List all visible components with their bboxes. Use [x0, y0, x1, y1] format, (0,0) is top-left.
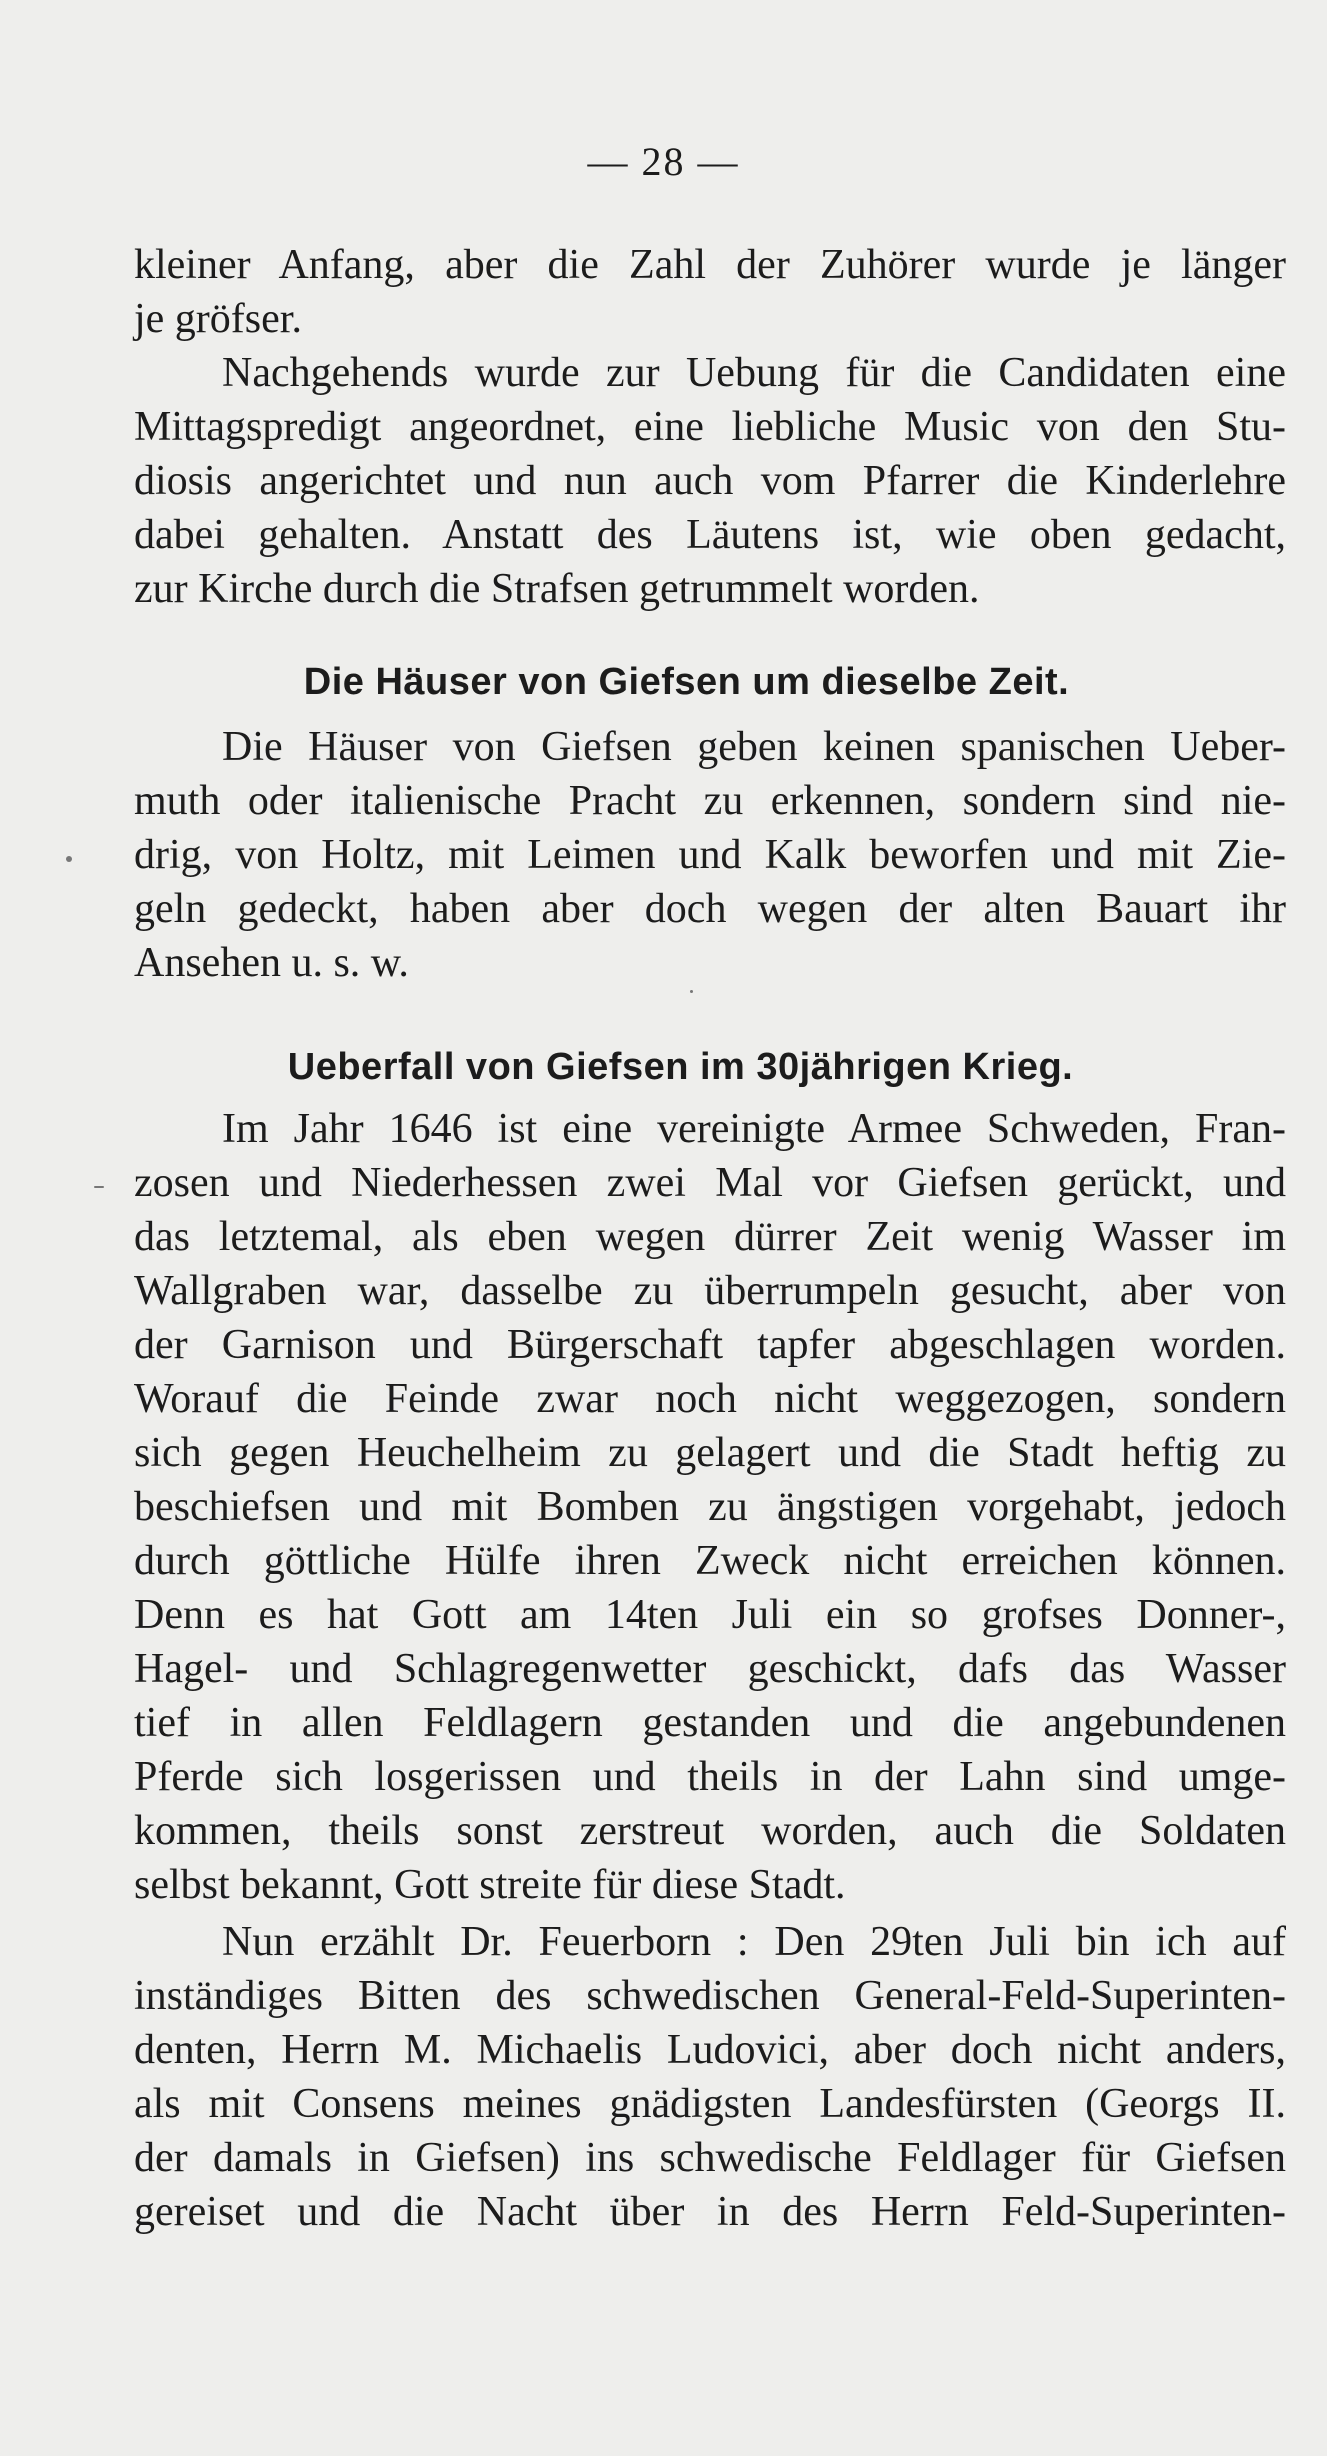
text-line: zur Kirche durch die Strafsen getrummelt worden. [134, 566, 980, 612]
text-line: dabei gehalten. Anstatt des Läutens ist, wie oben gedacht, [134, 512, 1286, 558]
text-line: der Garnison und Bürgerschaft tapfer abgeschlagen worden. [134, 1322, 1286, 1368]
text-line: beschiefsen und mit Bomben zu ängstigen vorgehabt, jedoch [134, 1484, 1286, 1530]
text-line: Pferde sich losgerissen und theils in der Lahn sind umge- [134, 1754, 1286, 1800]
text-line: je gröfser. [134, 296, 302, 342]
text-line: Die Häuser von Giefsen geben keinen spanischen Ueber- [222, 724, 1286, 770]
paragraph-3 [134, 1102, 1286, 1912]
section-heading: Die Häuser von Giefsen um dieselbe Zeit. [303, 661, 1070, 703]
paper-speck [690, 990, 693, 993]
text-line: Denn es hat Gott am 14ten Juli ein so grofses Donner-, [134, 1592, 1286, 1638]
text-line: Worauf die Feinde zwar noch nicht weggezogen, sondern [134, 1376, 1286, 1422]
text-line: drig, von Holtz, mit Leimen und Kalk beworfen und mit Zie- [134, 832, 1286, 878]
page-number: — 28 — [587, 139, 740, 184]
text-line: Mittagspredigt angeordnet, eine liebliche Music von den Stu- [134, 404, 1286, 450]
text-line: geln gedeckt, haben aber doch wegen der alten Bauart ihr [134, 886, 1286, 932]
text-line: Wallgraben war, dasselbe zu überrumpeln gesucht, aber von [134, 1268, 1286, 1314]
text-line: Hagel- und Schlagregenwetter geschickt, dafs das Wasser [134, 1646, 1286, 1692]
paper-speck [94, 1186, 104, 1188]
paragraph-1 [134, 238, 1286, 616]
paragraph-4 [134, 1915, 1286, 2239]
text-line: tief in allen Feldlagern gestanden und die angebundenen [134, 1700, 1286, 1746]
text-line: sich gegen Heuchelheim zu gelagert und die Stadt heftig zu [134, 1430, 1286, 1476]
text-line: Nachgehends wurde zur Uebung für die Candidaten eine [222, 350, 1286, 396]
text-line: der damals in Giefsen) ins schwedische Feldlager für Giefsen [134, 2135, 1286, 2181]
text-line: gereiset und die Nacht über in des Herrn Feld-Superinten- [134, 2189, 1286, 2235]
text-line: als mit Consens meines gnädigsten Landesfürsten (Georgs II. [134, 2081, 1286, 2127]
text-line: Im Jahr 1646 ist eine vereinigte Armee Schweden, Fran- [222, 1106, 1286, 1152]
text-line: Nun erzählt Dr. Feuerborn : Den 29ten Juli bin ich auf [222, 1919, 1286, 1965]
text-line: muth oder italienische Pracht zu erkennen, sondern sind nie- [134, 778, 1286, 824]
text-line: selbst bekannt, Gott streite für diese Stadt. [134, 1862, 846, 1908]
paragraph-2 [134, 720, 1286, 990]
section-heading: Ueberfall von Giefsen im 30jährigen Krieg. [287, 1046, 1074, 1088]
text-line: Ansehen u. s. w. [134, 940, 409, 986]
text-line: kommen, theils sonst zerstreut worden, auch die Soldaten [134, 1808, 1286, 1854]
text-line: denten, Herrn M. Michaelis Ludovici, aber doch nicht anders, [134, 2027, 1286, 2073]
text-line: diosis angerichtet und nun auch vom Pfarrer die Kinderlehre [134, 458, 1286, 504]
paper-speck [66, 856, 72, 862]
text-line: zosen und Niederhessen zwei Mal vor Giefsen gerückt, und [134, 1160, 1286, 1206]
text-line: durch göttliche Hülfe ihren Zweck nicht erreichen können. [134, 1538, 1286, 1584]
text-line: inständiges Bitten des schwedischen General-Feld-Superinten- [134, 1973, 1286, 2019]
text-line: kleiner Anfang, aber die Zahl der Zuhörer wurde je länger [134, 242, 1286, 288]
text-line: das letztemal, als eben wegen dürrer Zeit wenig Wasser im [134, 1214, 1286, 1260]
